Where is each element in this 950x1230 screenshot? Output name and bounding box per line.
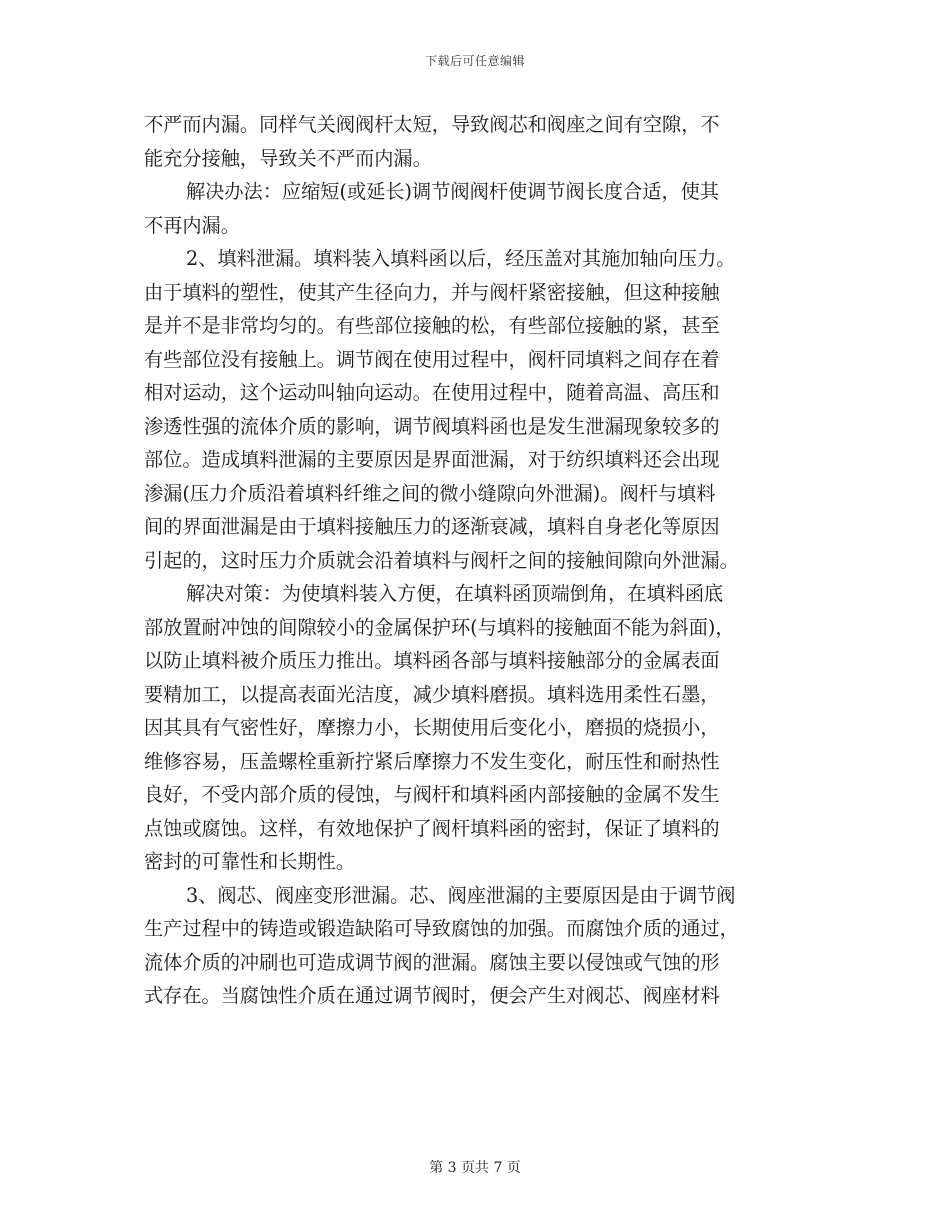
text-line: 部位。造成填料泄漏的主要原因是界面泄漏，对于纺织填料还会出现	[144, 448, 720, 471]
text-line: 能充分接触，导致关不严而内漏。	[144, 146, 432, 170]
text-line: 2、填料泄漏。填料装入填料函以后，经压盖对其施加轴向压力。	[186, 247, 736, 270]
text-line: 3、阀芯、阀座变形泄漏。芯、阀座泄漏的主要原因是由于调节阀	[186, 883, 736, 907]
text-line: 有些部位没有接触上。调节阀在使用过程中，阀杆同填料之间存在着	[144, 347, 720, 371]
text-line: 因其具有气密性好，摩擦力小，长期使用后变化小，磨损的烧损小，	[144, 716, 720, 739]
page-header: 下载后可任意编辑	[424, 54, 525, 68]
text-line: 渗漏(压力介质沿着填料纤维之间的微小缝隙向外泄漏)。阀杆与填料	[144, 481, 716, 505]
text-line: 不再内漏。	[144, 213, 240, 237]
page-footer: 第 3 页共 7 页	[429, 1160, 521, 1176]
text-line: 间的界面泄漏是由于填料接触压力的逐渐衰减，填料自身老化等原因	[144, 515, 720, 538]
text-line: 以防止填料被介质压力推出。填料函各部与填料接触部分的金属表面	[144, 649, 720, 672]
text-line: 式存在。当腐蚀性介质在通过调节阀时，便会产生对阀芯、阀座材料	[144, 984, 720, 1007]
text-line: 解决对策：为使填料装入方便，在填料函顶端倒角，在填料函底	[186, 582, 724, 605]
text-line: 流体介质的冲刷也可造成调节阀的泄漏。腐蚀主要以侵蚀或气蚀的形	[144, 950, 720, 974]
text-line: 引起的，这时压力介质就会沿着填料与阀杆之间的接触间隙向外泄漏。	[144, 548, 739, 572]
text-line: 点蚀或腐蚀。这样，有效地保护了阀杆填料函的密封，保证了填料的	[144, 816, 720, 840]
text-line: 生产过程中的铸造或锻造缺陷可导致腐蚀的加强。而腐蚀介质的通过，	[144, 917, 739, 940]
text-line: 相对运动，这个运动叫轴向运动。在使用过程中，随着高温、高压和	[144, 381, 720, 404]
text-line: 密封的可靠性和长期性。	[144, 850, 356, 873]
text-line: 不严而内漏。同样气关阀阀杆太短，导致阀芯和阀座之间有空隙，不	[144, 113, 720, 136]
text-line: 解决办法：应缩短(或延长)调节阀阀杆使调节阀长度合适，使其	[186, 180, 720, 203]
text-line: 由于填料的塑性，使其产生径向力，并与阀杆紧密接触，但这种接触	[144, 280, 720, 304]
text-line: 良好，不受内部介质的侵蚀，与阀杆和填料函内部接触的金属不发生	[144, 783, 720, 806]
text-line: 部放置耐冲蚀的间隙较小的金属保护环(与填料的接触面不能为斜面)，	[144, 615, 735, 639]
document-body	[144, 108, 808, 1013]
text-line: 维修容易，压盖螺栓重新拧紧后摩擦力不发生变化，耐压性和耐热性	[144, 749, 720, 773]
text-line: 渗透性强的流体介质的影响，调节阀填料函也是发生泄漏现象较多的	[144, 414, 720, 438]
text-line: 是并不是非常均匀的。有些部位接触的松，有些部位接触的紧，甚至	[144, 314, 720, 337]
text-line: 要精加工，以提高表面光洁度，减少填料磨损。填料选用柔性石墨，	[144, 682, 720, 706]
